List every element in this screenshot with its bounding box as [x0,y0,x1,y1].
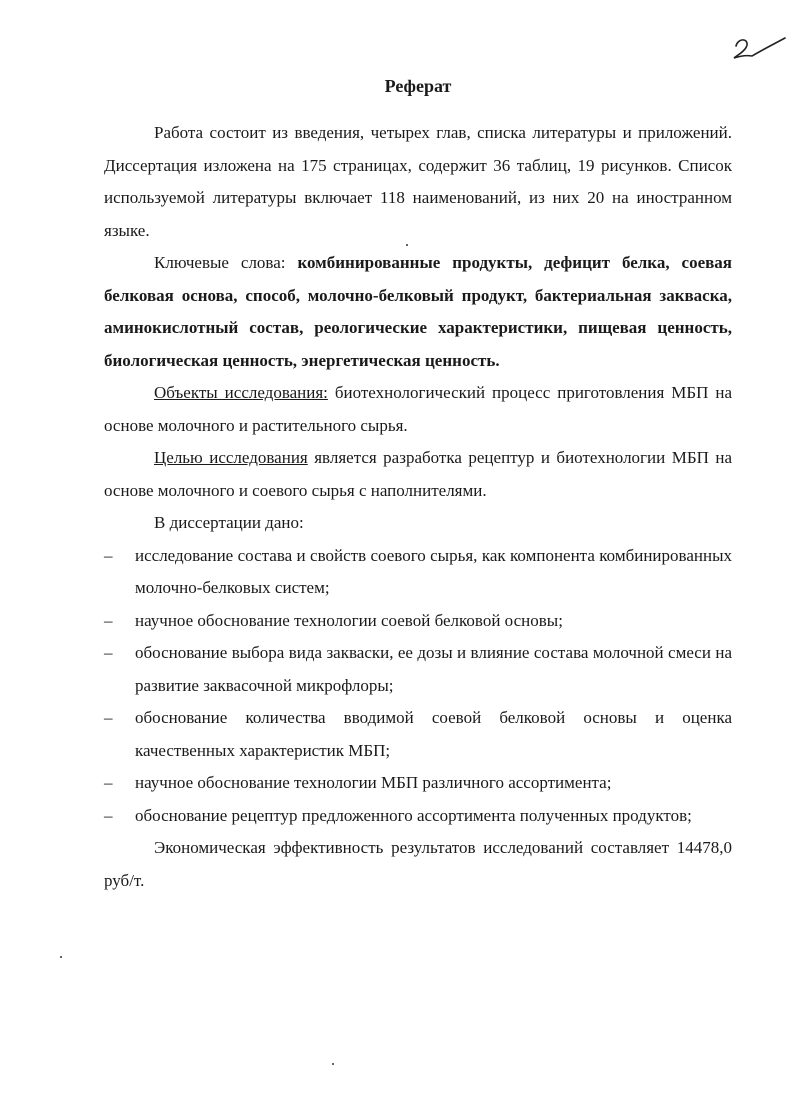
list-dash: – [104,643,113,662]
intro-paragraph: Работа состоит из введения, четырех глав, списка литературы и приложений. Диссертация изложена на 175 страницах, содержит 36 таблиц, 19 рисунков. Список используемой литературы включает 118 наименований, из них 20 на иностранном языке. [104,123,732,240]
keywords-text: комбинированные продукты, дефицит белка, соевая белковая основа, способ, молочно-белковый продукт, бактериальная закваска, аминокислотный состав, реологические характеристики, пищевая ценность, биологическая ценность, энергетическая ценность. [104,253,732,370]
objects-label: Объекты исследования: [154,383,328,402]
scan-speck [60,956,62,958]
objects-paragraph [104,377,732,442]
economic-paragraph: Экономическая эффективность результатов исследований составляет 14478,0 руб/т. [104,838,732,890]
list-item [104,637,732,702]
list-item-text: обоснование рецептур предложенного ассортимента полученных продуктов; [135,805,692,825]
scan-speck [406,244,408,246]
list-item [104,605,732,638]
keywords-paragraph [104,247,732,377]
list-item [104,767,732,800]
scan-speck [332,1063,334,1065]
list-dash: – [104,805,113,825]
list-dash: – [104,545,113,565]
list-item-text: научное обоснование технологии соевой белковой основы; [135,610,563,630]
results-list [104,540,732,833]
list-dash: – [104,708,113,727]
objects-text: биотехнологический процесс приготовления МБП на основе молочного и растительного сырья. [104,383,732,435]
list-dash: – [104,773,113,792]
page-title: Реферат [384,76,452,96]
given-intro: В диссертации дано: [154,513,304,532]
keywords-label: Ключевые слова: [154,253,286,272]
list-item-text: исследование состава и свойств соевого сырья, как компонента комбинированных молочно-белковых систем; [135,545,732,597]
list-item-text: обоснование выбора вида закваски, ее дозы и влияние состава молочной смеси на развитие заквасочной микрофлоры; [135,643,732,695]
goal-paragraph [104,442,732,507]
goal-text: является разработка рецептур и биотехнологии МБП на основе молочного и соевого сырья с наполнителями. [104,448,732,500]
list-dash: – [104,610,113,630]
document-body [104,117,732,897]
list-item [104,702,732,767]
list-item-text: научное обоснование технологии МБП различного ассортимента; [135,773,612,792]
list-item [104,800,732,833]
list-item [104,540,732,605]
handwritten-page-number [728,34,788,64]
list-item-text: обоснование количества вводимой соевой белковой основы и оценка качественных характеристик МБП; [135,708,732,760]
goal-label: Целью исследования [154,448,308,467]
